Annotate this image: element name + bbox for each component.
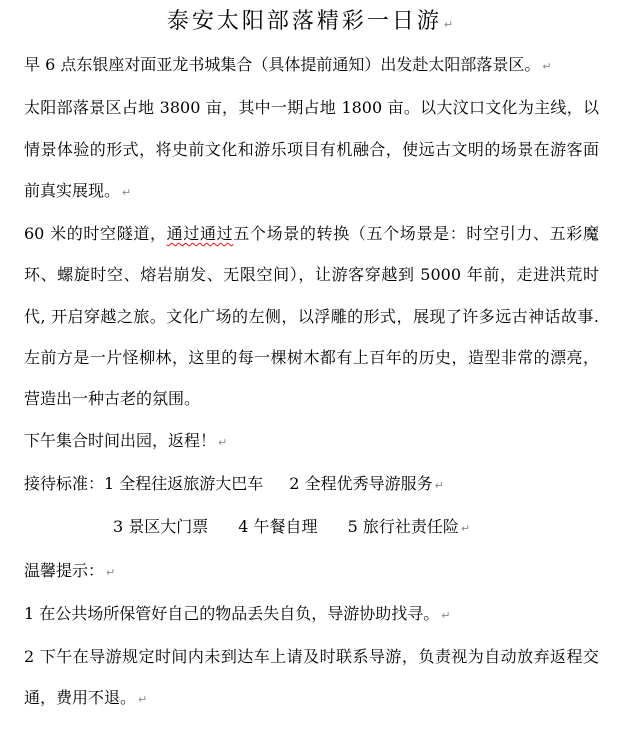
paragraph-assembly bbox=[24, 44, 599, 87]
spelling-flagged-text: 通过通过 bbox=[166, 224, 234, 244]
paragraph-mark-icon: ↵ bbox=[441, 608, 451, 622]
service-standard-label: 接待标准： bbox=[24, 473, 105, 493]
paragraph-time-tunnel bbox=[24, 213, 599, 419]
service-standard-row-1 bbox=[24, 463, 599, 506]
paragraph-mark-icon: ↵ bbox=[460, 522, 471, 536]
paragraph-time-tunnel-text-start: 60 米的时空隧道， bbox=[24, 224, 167, 244]
tip-item bbox=[24, 636, 599, 721]
tips-label: 温馨提示： bbox=[24, 560, 105, 580]
tips-heading bbox=[24, 550, 599, 593]
paragraph-return-text: 下午集合时间出园，返程！ bbox=[24, 430, 217, 450]
tip-item-text: 1 在公共场所保管好自己的物品丢失自负，导游协助找寻。 bbox=[24, 603, 440, 623]
paragraph-mark-icon: ↵ bbox=[138, 693, 148, 707]
service-item: 1 全程往返旅游大巴车 bbox=[104, 473, 264, 493]
service-item: 2 全程优秀导游服务 bbox=[289, 473, 433, 493]
service-item: 5 旅行社责任险 bbox=[347, 517, 459, 537]
paragraph-scenic-area-text: 太阳部落景区占地 3800 亩，其中一期占地 1800 亩。以大汶口文化为主线，以情景体验的形式，将史前文化和游乐项目有机融合，使远古文明的场景在游客面前真实展现。 bbox=[24, 98, 599, 200]
service-item: 3 景区大门票 bbox=[113, 517, 209, 537]
paragraph-mark-icon: ↵ bbox=[434, 478, 444, 492]
paragraph-mark-icon: ↵ bbox=[106, 565, 116, 579]
paragraph-time-tunnel-text-rest: 五个场景的转换（五个场景是：时空引力、五彩魔环、螺旋时空、熔岩崩发、无限空间），让游客穿越到 5000 年前，走进洪荒时代, 开启穿越之旅。文化广场的左侧，以浮雕的形式，展现了许多远古神话故事. 左前方是一片怪柳林，这里的每一棵树木都有上百年的历史，造型非常的漂亮，营造出一种古老的氛围。 bbox=[24, 224, 599, 409]
service-standard-row-2 bbox=[24, 506, 599, 549]
paragraph-return bbox=[24, 420, 599, 463]
paragraph-mark-icon: ↵ bbox=[542, 60, 552, 73]
tip-item bbox=[24, 593, 599, 636]
paragraph-mark-icon: ↵ bbox=[218, 435, 228, 449]
paragraph-mark-icon: ↵ bbox=[122, 185, 132, 199]
title-text: 泰安太阳部落精彩一日游 bbox=[166, 9, 442, 34]
tip-item-text: 2 下午在导游规定时间内未到达车上请及时联系导游，负责视为自动放弃返程交通，费用不退。 bbox=[24, 647, 599, 708]
paragraph-assembly-text: 早 6 点东银座对面亚龙书城集合（具体提前通知）出发赴太阳部落景区。 bbox=[24, 55, 541, 74]
document-body bbox=[24, 44, 599, 721]
paragraph-scenic-area bbox=[24, 87, 599, 213]
paragraph-mark-icon: ↵ bbox=[443, 18, 457, 31]
service-item: 4 午餐自理 bbox=[238, 517, 318, 537]
document-title bbox=[0, 6, 623, 41]
